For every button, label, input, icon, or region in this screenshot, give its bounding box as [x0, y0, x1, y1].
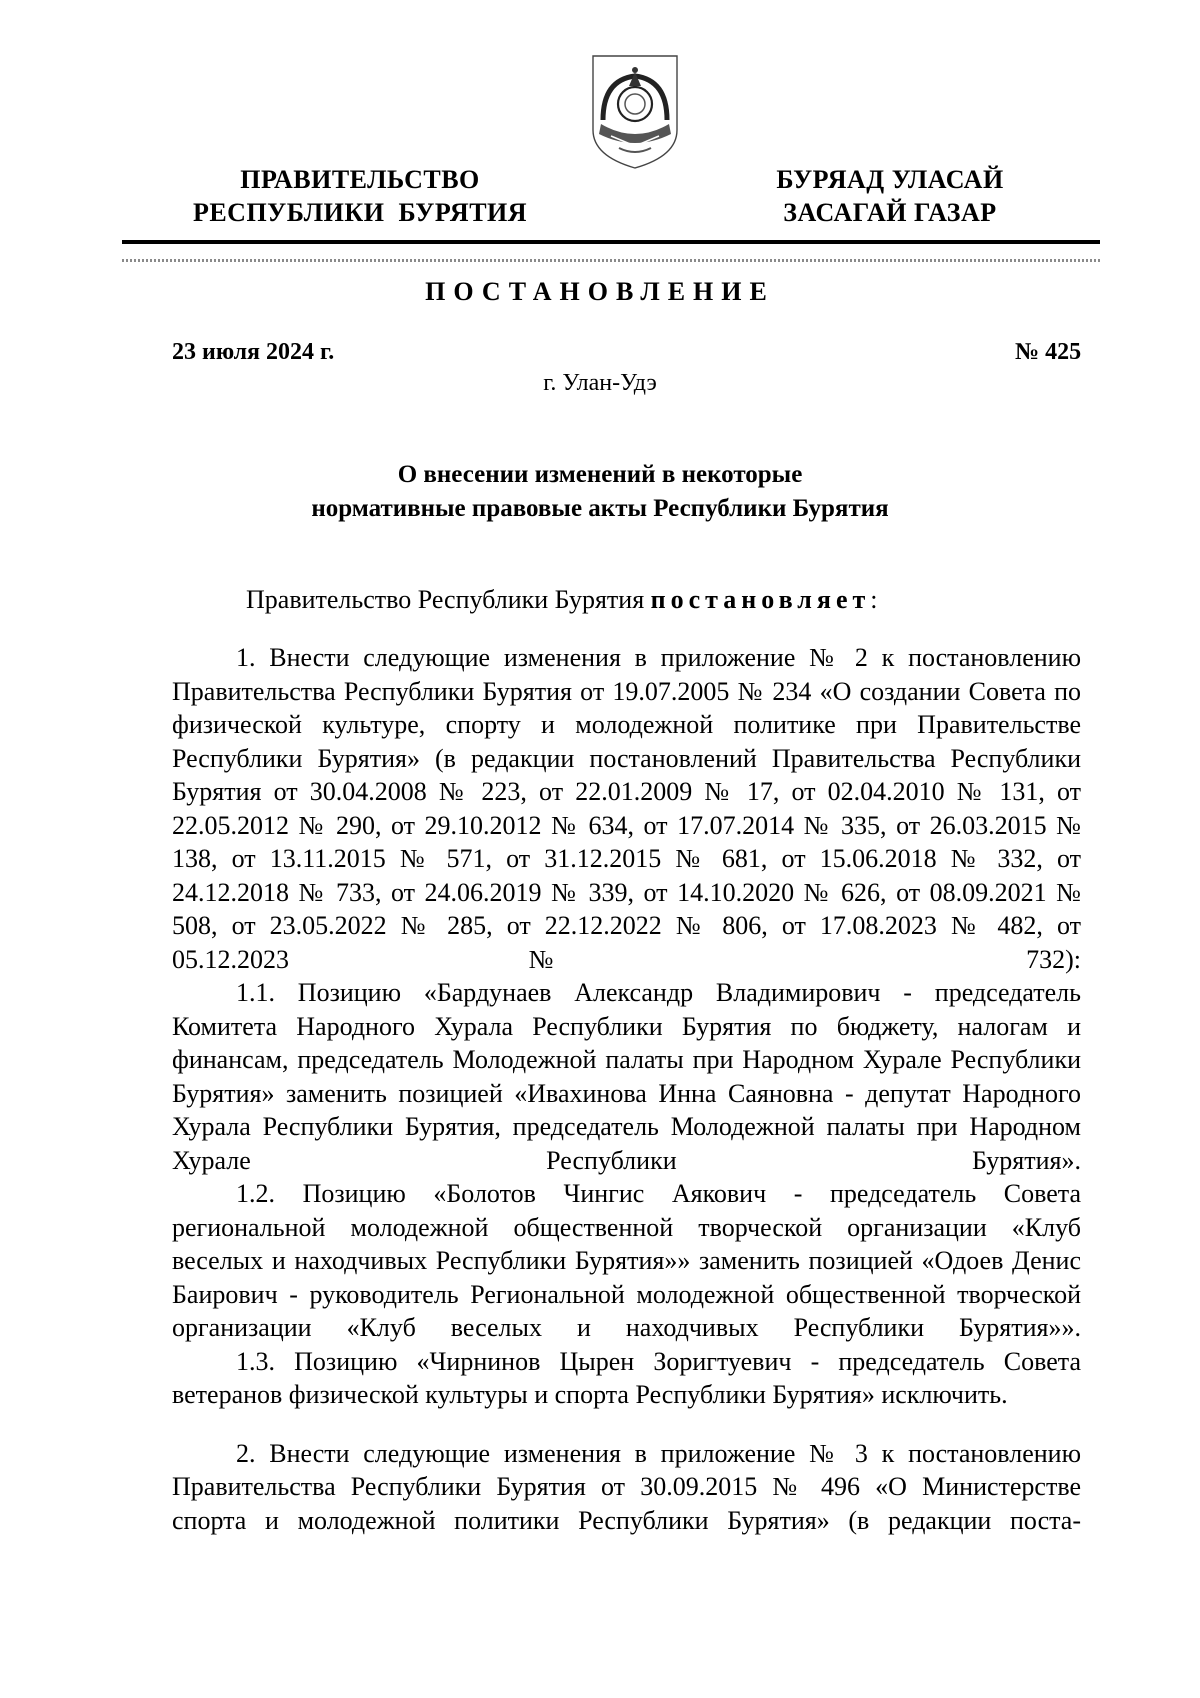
government-name-bua-line1: БУРЯАД УЛАСАЙ — [776, 165, 1004, 194]
paragraph-1: 1. Внести следующие изменения в приложение № 2 к постановлению Правительства Республики Бурятия от 19.07.2005 № 234 «О создании Совета по физической культуре, спорту и молодежной политике при Правительстве Республики Бурятия» (в редакции постановлений Правительства Республики Бурятия от 30.04.2008 № 223, от 22.01.2009 № 17, от 02.04.2010 № 131, от 22.05.2012 № 290, от 29.10.2012 № 634, от 17.07.2014 № 335, от 26.03.2015 № 138, от 13.11.2015 № 571, от 31.12.2015 № 681, от 15.06.2018 № 332, от 24.12.2018 № 733, от 24.06.2019 № 339, от 14.10.2020 № 626, от 08.09.2021 № 508, от 23.05.2022 № 285, от 22.12.2022 № 806, от 17.08.2023 № 482, от 05.12.2023 № 732): — [172, 643, 1081, 974]
government-name-ru-line1: ПРАВИТЕЛЬСТВО — [240, 165, 480, 194]
subject-line2: нормативные правовые акты Республики Бурятия — [311, 495, 889, 522]
document-type-title: ПОСТАНОВЛЕНИЕ — [425, 277, 775, 306]
paragraph-1-3: 1.3. Позицию «Чирнинов Цырен Зоригтуевич - председатель Совета ветеранов физической культуры и спорта Республики Бурятия» исключить. — [172, 1346, 1081, 1409]
paragraph-1-1: 1.1. Позицию «Бардунаев Александр Владимирович - председатель Комитета Народного Хурала Республики Бурятия по бюджету, налогам и финансам, председатель Молодежной палаты при Народном Хурале Республики Бурятия» заменить позицией «Ивахинова Инна Саяновна - депутат Народного Хурала Республики Бурятия, председатель Молодежной палаты при Народном Хурале Республики Бурятия». — [172, 978, 1081, 1175]
paragraph-2: 2. Внести следующие изменения в приложение № 3 к постановлению Правительства Республики Бурятия от 30.09.2015 № 496 «О Министерстве спорта и молодежной политики Республики Бурятия» (в редакции поста- — [172, 1438, 1081, 1535]
document-body — [172, 641, 1081, 1537]
government-name-bua — [740, 163, 1040, 229]
paragraph-1-2: 1.2. Позицию «Болотов Чингис Аякович - председатель Совета региональной молодежной общественной творческой организации «Клуб веселых и находчивых Республики Бурятия»» заменить позицией «Одоев Денис Баирович - руководитель Региональной молодежной общественной творческой организации «Клуб веселых и находчивых Республики Бурятия»». — [172, 1179, 1081, 1342]
document-city: г. Улан-Удэ — [543, 370, 657, 396]
header-divider-thin — [122, 259, 1100, 262]
intro-prefix: Правительство Республики Бурятия — [246, 585, 651, 614]
document-subject — [0, 458, 1200, 526]
government-name-ru — [170, 163, 550, 229]
government-name-ru-line2: РЕСПУБЛИКИ БУРЯТИЯ — [192, 198, 528, 227]
government-name-bua-line2: ЗАСАГАЙ ГАЗАР — [783, 198, 997, 227]
intro-keyword: постановляет — [650, 585, 871, 614]
intro-suffix: : — [870, 585, 878, 614]
subject-line1: О внесении изменений в некоторые — [397, 461, 803, 488]
document-date: 23 июля 2024 г. — [172, 339, 335, 365]
document-number: № 425 — [1015, 339, 1082, 365]
header-divider-thick — [122, 240, 1100, 244]
resolution-intro — [246, 585, 878, 615]
coat-of-arms-icon — [589, 52, 681, 172]
